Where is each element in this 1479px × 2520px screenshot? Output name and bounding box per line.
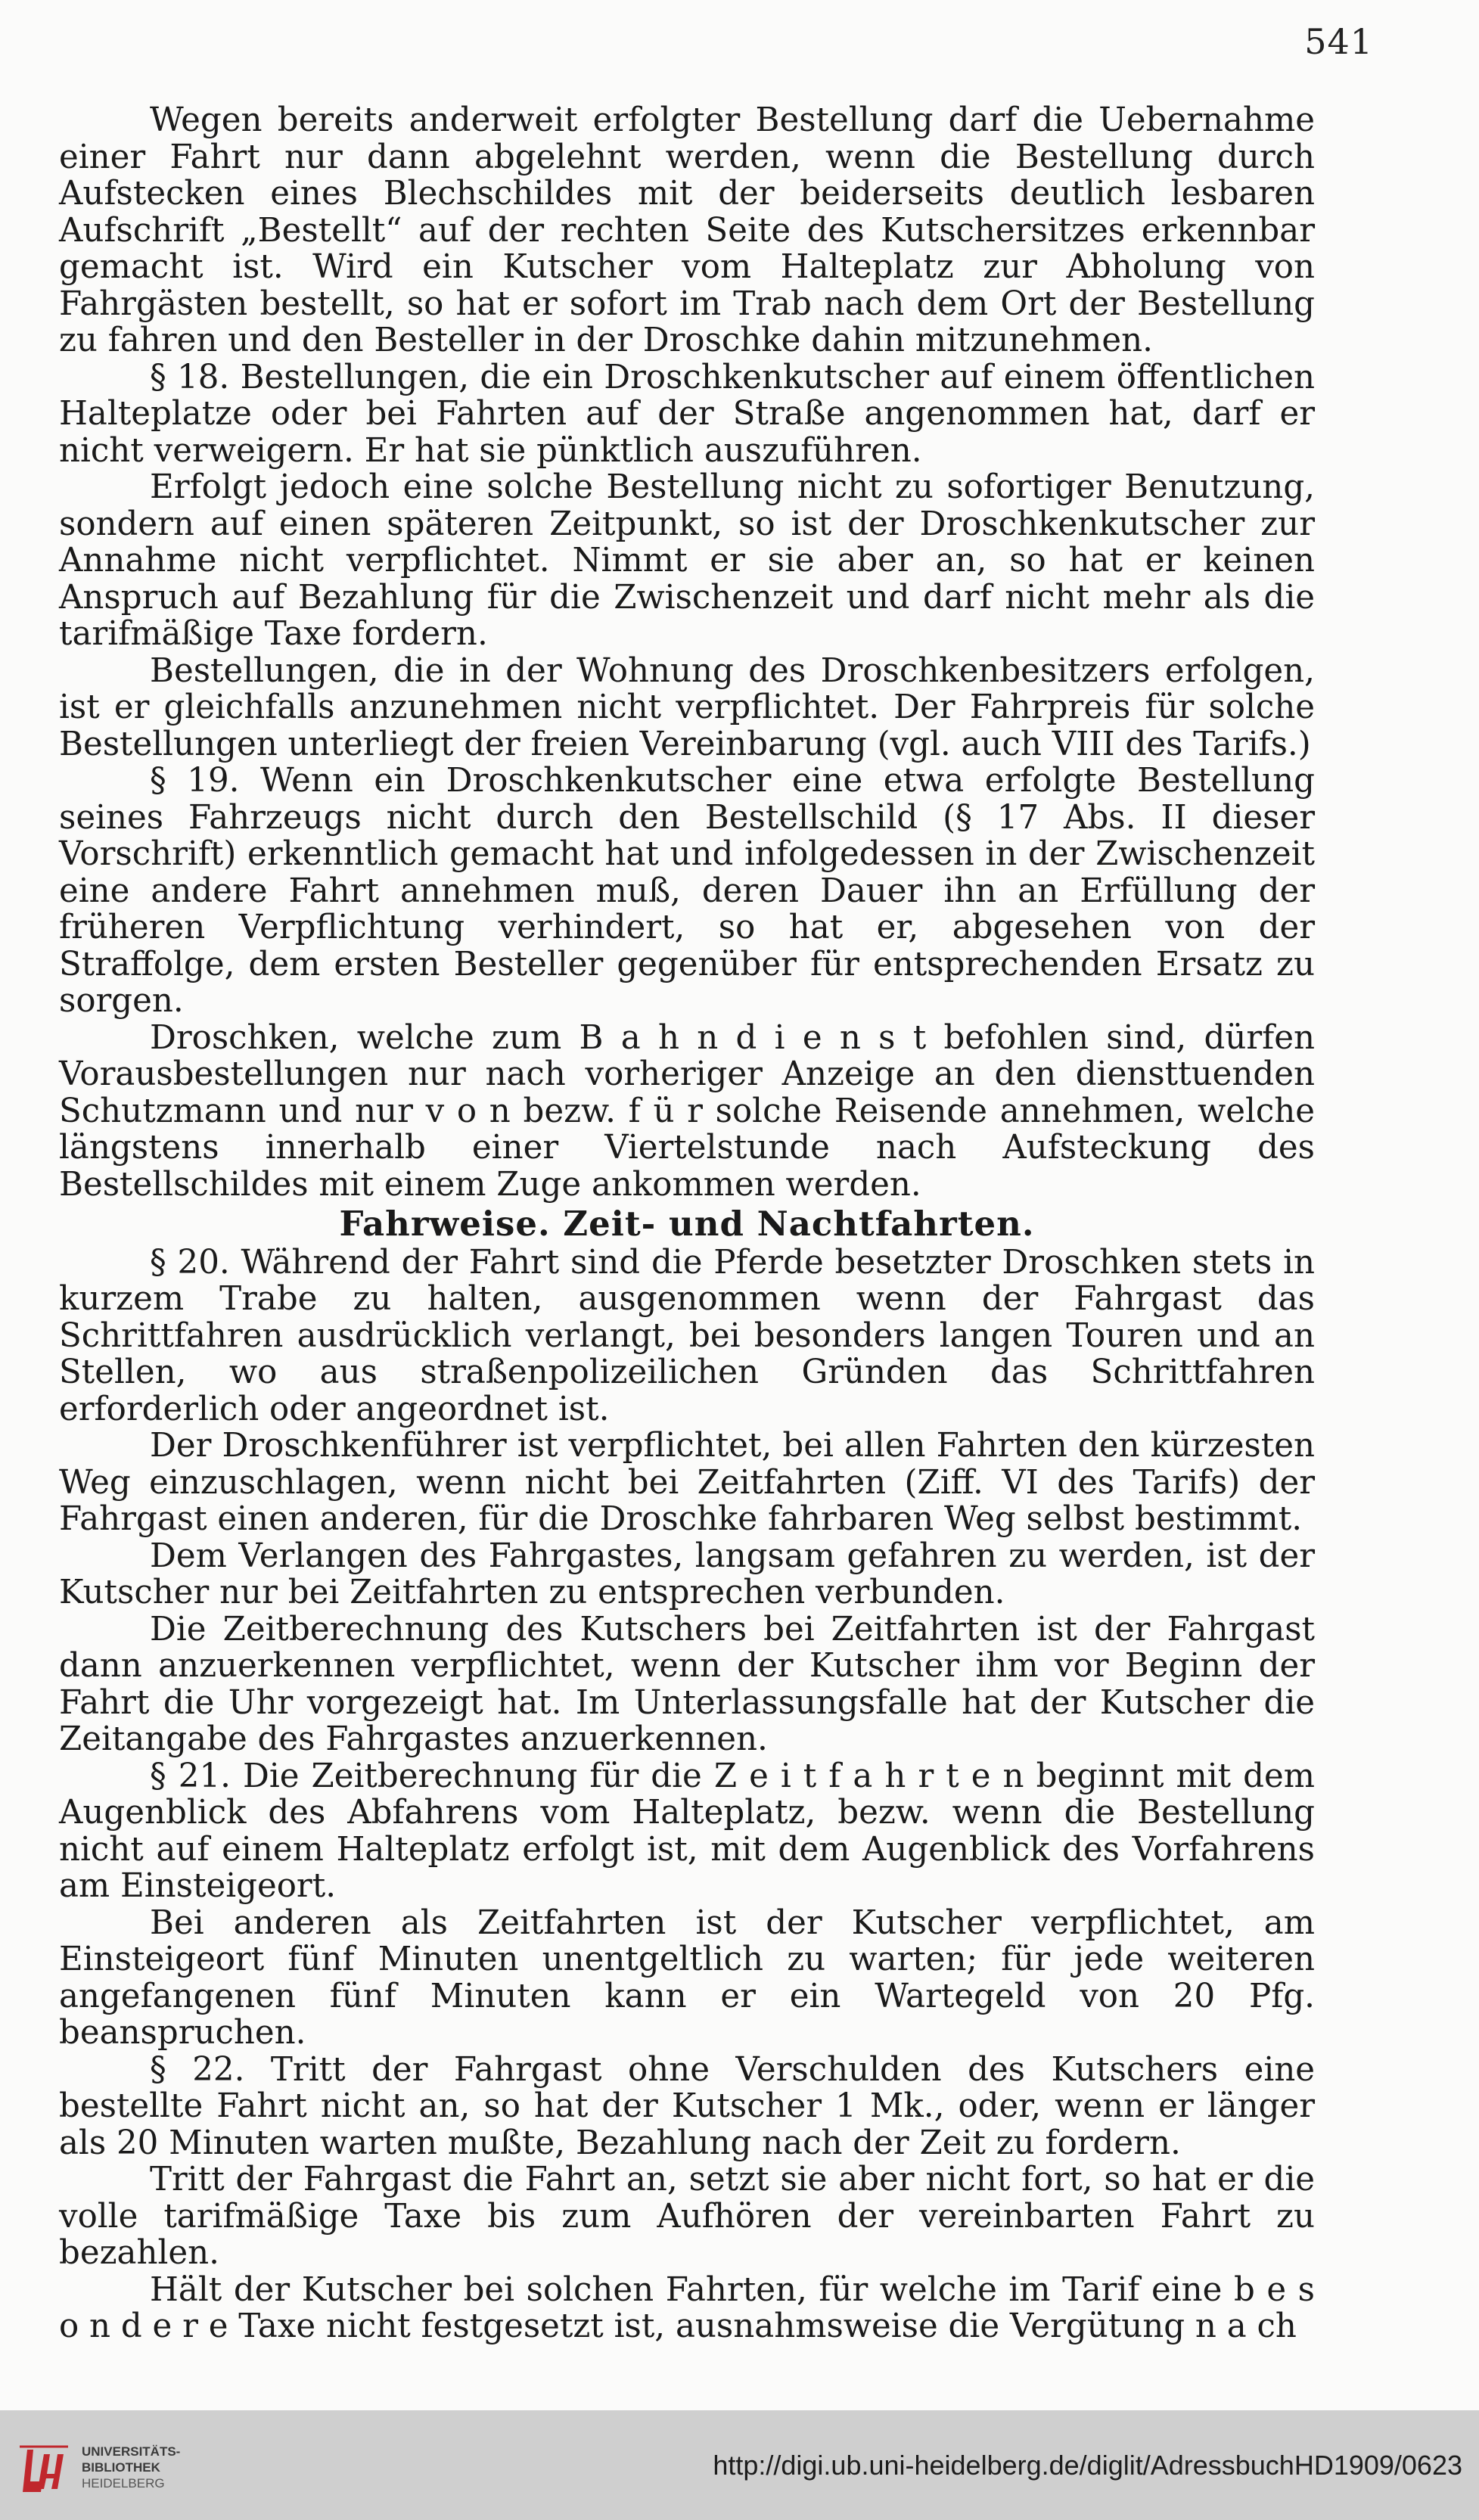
logo-line-2: BIBLIOTHEK xyxy=(82,2460,160,2475)
logo-line-1: UNIVERSITÄTS- xyxy=(82,2444,181,2459)
university-library-logo-icon xyxy=(17,2439,71,2500)
paragraph: § 20. Während der Fahrt sind die Pferde besetzter Droschken stets in kurzem Trabe zu halten, ausgenommen wenn der Fahrgast das Schrittfahren ausdrücklich verlangt, bei besonders langen Touren und an Stellen, wo aus straßenpolizeilichen Gründen das Schrittfahren erforderlich oder angeordnet ist. xyxy=(59,1243,1315,1428)
paragraph: § 19. Wenn ein Droschkenkutscher eine etwa erfolgte Bestellung seines Fahrzeugs nicht durch den Bestellschild (§ 17 Abs. II dieser Vorschrift) erkenntlich gemacht hat und infolgedessen in der Zwischenzeit eine andere Fahrt annehmen muß, deren Dauer ihn an Erfüllung der früheren Verpflichtung verhindert, so hat er, abgesehen von der Straffolge, dem ersten Besteller gegenüber für entsprechenden Ersatz zu sorgen. xyxy=(59,762,1315,1020)
section-heading: Fahrweise. Zeit- und Nachtfahrten. xyxy=(339,1204,1035,1244)
paragraph: Bei anderen als Zeitfahrten ist der Kutscher verpflichtet, am Einsteigeort fünf Minuten unentgeltlich zu warten; für jede weiteren angefangenen fünf Minuten kann er ein Wartegeld von 20 Pfg. beanspruchen. xyxy=(59,1903,1315,2052)
paragraph: Dem Verlangen des Fahrgastes, langsam gefahren zu werden, ist der Kutscher nur bei Zeitfahrten zu entsprechen verbunden. xyxy=(59,1537,1315,1611)
paragraph: Tritt der Fahrgast die Fahrt an, setzt sie aber nicht fort, so hat er die volle tarifmäßige Taxe bis zum Aufhören der vereinbarten Fahrt zu bezahlen. xyxy=(59,2161,1315,2272)
footer-bar xyxy=(0,2410,1479,2520)
body-text xyxy=(59,102,1315,2345)
paragraph: § 21. Die Zeitberechnung für die Z e i t f a h r t e n beginnt mit dem Augenblick des Abfahrens vom Halteplatz, bezw. wenn die Bestellung nicht auf einem Halteplatz erfolgt ist, mit dem Augenblick des Vorfahrens am Einsteigeort. xyxy=(59,1757,1315,1905)
paragraph: Der Droschkenführer ist verpflichtet, bei allen Fahrten den kürzesten Weg einzuschlagen, wenn nicht bei Zeitfahrten (Ziff. VI des Tarifs) der Fahrgast einen anderen, für die Droschke fahrbaren Weg selbst bestimmt. xyxy=(59,1427,1315,1538)
paragraph: Erfolgt jedoch eine solche Bestellung nicht zu sofortiger Benutzung, sondern auf einen späteren Zeitpunkt, so ist der Droschkenkutscher zur Annahme nicht verpflichtet. Nimmt er sie aber an, so hat er keinen Anspruch auf Bezahlung für die Zwischenzeit und darf nicht mehr als die tarifmäßige Taxe fordern. xyxy=(59,468,1315,653)
page-number: 541 xyxy=(1304,21,1373,62)
paragraph: § 22. Tritt der Fahrgast ohne Verschulden des Kutschers eine bestellte Fahrt nicht an, so hat der Kutscher 1 Mk., oder, wenn er länger als 20 Minuten warten mußte, Bezahlung nach der Zeit zu fordern. xyxy=(59,2050,1315,2162)
library-logo[interactable] xyxy=(17,2439,198,2500)
paragraph: § 18. Bestellungen, die ein Droschkenkutscher auf einem öffentlichen Halteplatze oder bei Fahrten auf der Straße angenommen hat, darf er nicht verweigern. Er hat sie pünktlich auszuführen. xyxy=(59,358,1315,470)
logo-line-3: HEIDELBERG xyxy=(82,2476,165,2490)
logo-text xyxy=(82,2444,180,2491)
paragraph: Hält der Kutscher bei solchen Fahrten, für welche im Tarif eine b e s o n d e r e Taxe nicht festgesetzt ist, ausnahmsweise die Vergütung n a ch xyxy=(59,2270,1315,2345)
paragraph: Wegen bereits anderweit erfolgter Bestellung darf die Uebernahme einer Fahrt nur dann abgelehnt werden, wenn die Bestellung durch Aufstecken eines Blechschildes mit der beiderseits deutlich lesbaren Aufschrift „Bestellt“ auf der rechten Seite des Kutschersitzes erkennbar gemacht ist. Wird ein Kutscher vom Halteplatz zur Abholung von Fahrgästen bestellt, so hat er sofort im Trab nach dem Ort der Bestellung zu fahren und den Besteller in der Droschke dahin mitzunehmen. xyxy=(59,101,1315,359)
paragraph: Droschken, welche zum B a h n d i e n s t befohlen sind, dürfen Vorausbestellungen nur nach vorheriger Anzeige an den diensttuenden Schutzmann und nur v o n bezw. f ü r solche Reisende annehmen, welche längstens innerhalb einer Viertelstunde nach Aufsteckung des Bestellschildes mit einem Zuge ankommen werden. xyxy=(59,1018,1315,1204)
paragraph: Die Zeitberechnung des Kutschers bei Zeitfahrten ist der Fahrgast dann anzuerkennen verpflichtet, wenn der Kutscher ihm vor Beginn der Fahrt die Uhr vorgezeigt hat. Im Unterlassungsfalle hat der Kutscher die Zeitangabe des Fahrgastes anzuerkennen. xyxy=(59,1610,1315,1758)
source-url-link[interactable]: http://digi.ub.uni-heidelberg.de/diglit/AdressbuchHD1909/0623 xyxy=(713,2450,1462,2481)
paragraph: Bestellungen, die in der Wohnung des Droschkenbesitzers erfolgen, ist er gleichfalls anzunehmen nicht verpflichtet. Der Fahrpreis für solche Bestellungen unterliegt der freien Vereinbarung (vgl. auch VIII des Tarifs.) xyxy=(59,651,1315,763)
